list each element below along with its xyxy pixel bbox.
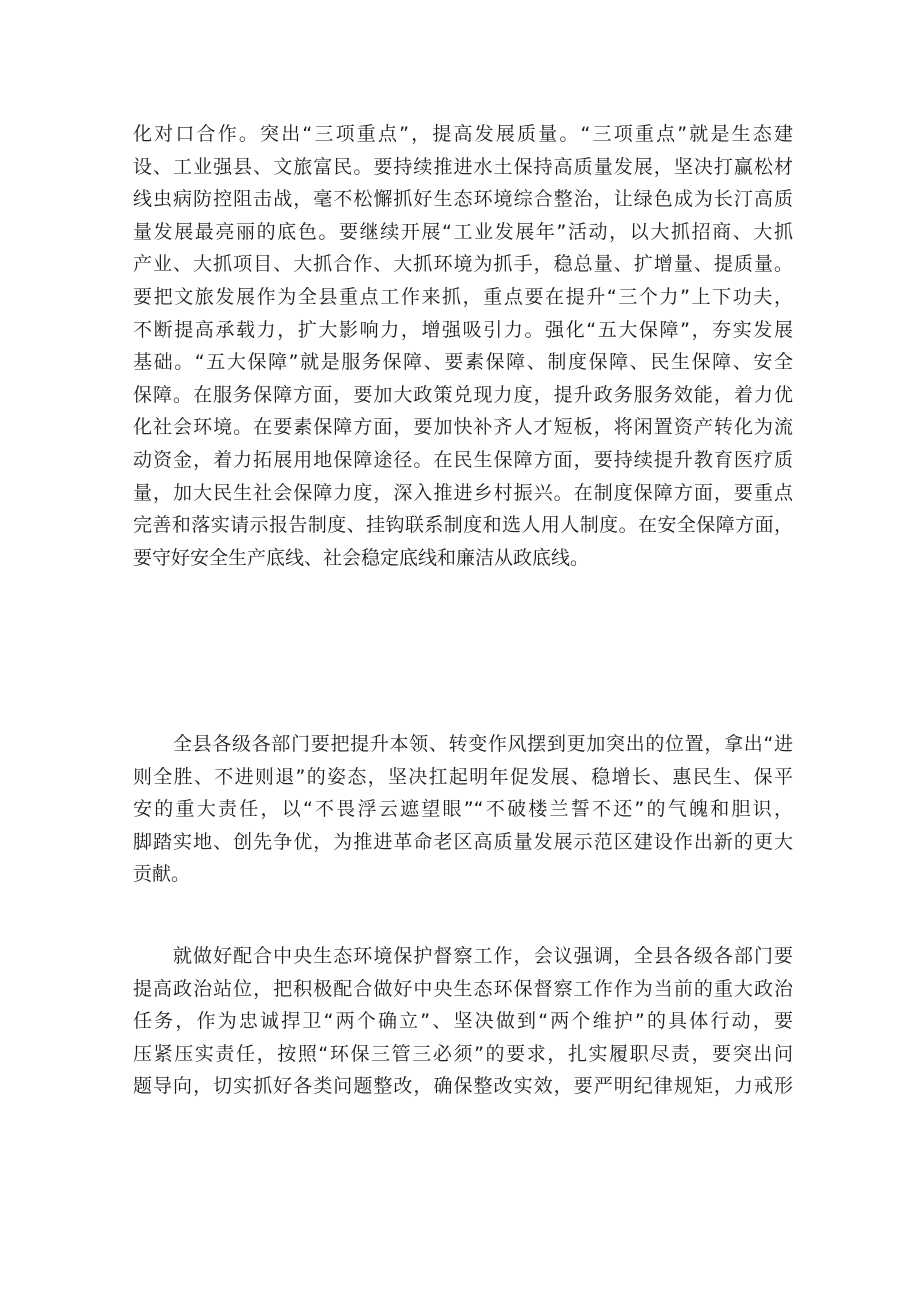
text-line: 要把文旅发展作为全县重点工作来抓，重点要在提升“三个力”上下功夫，: [133, 285, 793, 308]
text-line: 全县各级各部门要把提升本领、转变作风摆到更加突出的位置，拿出“进: [173, 733, 793, 755]
text-line: 量，加大民生社会保障力度，深入推进乡村振兴。在制度保障方面，要重点: [133, 481, 793, 504]
text-line: 压紧压实责任，按照“环保三管三必须”的要求，扎实履职尽责，要突出问: [133, 1042, 793, 1065]
text-line: 提高政治站位，把积极配合做好中央生态环保督察工作作为当前的重大政治: [133, 977, 793, 1000]
text-line: 要守好安全生产底线、社会稳定底线和廉洁从政底线。: [133, 546, 590, 569]
text-line: 安的重大责任，以“不畏浮云遮望眼”“不破楼兰誓不还”的气魄和胆识，: [133, 798, 793, 821]
text-line: 动资金，着力拓展用地保障途径。在民生保障方面，要持续提升教育医疗质: [133, 448, 793, 471]
text-line: 保障。在服务保障方面，要加大政策兑现力度，提升政务服务效能，着力优: [133, 383, 793, 406]
text-line: 化社会环境。在要素保障方面，要加快补齐人才短板，将闲置资产转化为流: [133, 416, 793, 439]
text-line: 则全胜、不进则退”的姿态，坚决扛起明年促发展、稳增长、惠民生、保平: [133, 765, 793, 788]
paragraph-improve-work-style: [133, 728, 793, 891]
text-line: 不断提高承载力，扩大影响力，增强吸引力。强化“五大保障”，夯实发展: [133, 318, 793, 341]
text-line: 化对口合作。突出“三项重点”，提高发展质量。“三项重点”就是生态建: [133, 123, 793, 145]
text-line: 基础。“五大保障”就是服务保障、要素保障、制度保障、民生保障、安全: [133, 351, 793, 374]
text-line: 任务，作为忠诚捍卫“两个确立”、坚决做到“两个维护”的具体行动，要: [133, 1010, 793, 1033]
text-line: 设、工业强县、文旅富民。要持续推进水土保持高质量发展，坚决打赢松材: [133, 155, 793, 178]
text-line: 完善和落实请示报告制度、挂钩联系制度和选人用人制度。在安全保障方面，: [133, 514, 793, 537]
text-line: 贡献。: [133, 863, 191, 886]
text-line: 线虫病防控阻击战，毫不松懈抓好生态环境综合整治，让绿色成为长汀高质: [133, 188, 793, 211]
paragraph-continued: [133, 118, 793, 574]
text-line: 题导向，切实抓好各类问题整改，确保整改实效，要严明纪律规矩，力戒形: [133, 1075, 793, 1098]
text-line: 量发展最亮丽的底色。要继续开展“工业发展年”活动，以大抓招商、大抓: [133, 220, 793, 243]
paragraph-environmental-inspection: [133, 940, 793, 1103]
text-line: 脚踏实地、创先争优，为推进革命老区高质量发展示范区建设作出新的更大: [133, 830, 793, 853]
text-line: 产业、大抓项目、大抓合作、大抓环境为抓手，稳总量、扩增量、提质量。: [133, 253, 793, 276]
text-line: 就做好配合中央生态环境保护督察工作，会议强调，全县各级各部门要: [173, 945, 793, 967]
